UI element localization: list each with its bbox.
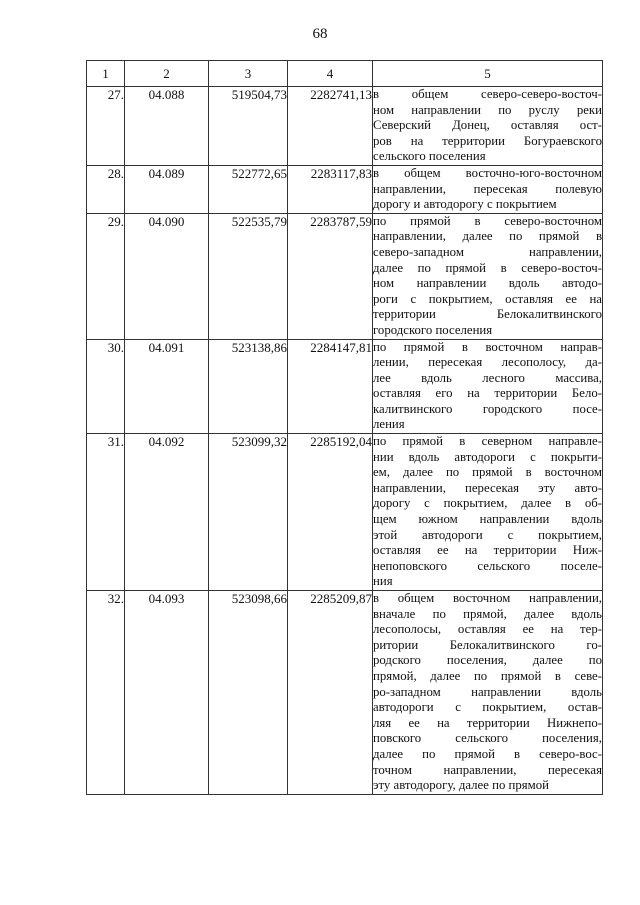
- coordinate-y-cell: 2285192,04: [288, 434, 373, 591]
- description-line: лее вдоль лесного массива,: [373, 370, 602, 385]
- description-line: в общем восточно-юго-восточном: [373, 165, 602, 180]
- description-line: ро-западном направлении вдоль: [373, 684, 602, 699]
- point-code-cell: 04.089: [125, 165, 209, 213]
- description-line: ляя ее на территории Нижнепо-: [373, 715, 602, 730]
- description-line: автодороги с покрытием, остав-: [373, 700, 602, 715]
- point-code-cell: 04.091: [125, 339, 209, 434]
- column-header-3: 3: [209, 61, 288, 87]
- description-line: этой автодороги с покрытием,: [373, 527, 602, 542]
- page-number: 68: [312, 26, 328, 42]
- table-row: [87, 87, 603, 166]
- row-number-cell: 27.: [87, 87, 125, 166]
- point-code-cell: 04.090: [125, 213, 209, 339]
- description-line: ров на территории Богураевского: [373, 133, 602, 148]
- coordinate-x-cell: 523098,66: [209, 591, 288, 795]
- table-row: [87, 213, 603, 339]
- description-line: повского сельского поселения,: [373, 731, 602, 746]
- row-number-cell: 31.: [87, 434, 125, 591]
- description-cell: [373, 165, 603, 213]
- description-cell: [373, 434, 603, 591]
- table-row: [87, 339, 603, 434]
- coordinate-x-cell: 522772,65: [209, 165, 288, 213]
- coordinate-y-cell: 2283117,83: [288, 165, 373, 213]
- column-header-1: 1: [87, 61, 125, 87]
- table-row: [87, 165, 603, 213]
- description-cell: [373, 213, 603, 339]
- column-header-2: 2: [125, 61, 209, 87]
- description-line: ритории Белокалитвинского го-: [373, 637, 602, 652]
- row-number-cell: 28.: [87, 165, 125, 213]
- description-line: ном направлении по руслу реки: [373, 102, 602, 117]
- description-line: в общем восточном направлении,: [373, 591, 602, 605]
- description-line: по прямой в северном направле-: [373, 434, 602, 449]
- description-line: территории Белокалитвинского: [373, 307, 602, 322]
- description-line: направлении, пересекая полевую: [373, 181, 602, 196]
- coordinate-y-cell: 2282741,13: [288, 87, 373, 166]
- description-line: городского поселения: [373, 322, 493, 337]
- row-number-cell: 30.: [87, 339, 125, 434]
- table-row: [87, 591, 603, 795]
- boundary-table: [86, 60, 603, 795]
- description-line: направлении, пересекая эту авто-: [373, 480, 602, 495]
- description-line: оставляя ее на территории Ниж-: [373, 543, 602, 558]
- description-line: родского поселения, далее по: [373, 653, 602, 668]
- description-line: Северский Донец, оставляя ост-: [373, 118, 602, 133]
- table-row: [87, 434, 603, 591]
- description-line: нии вдоль автодороги с покрыти-: [373, 449, 602, 464]
- description-line: ния: [373, 574, 393, 589]
- coordinate-x-cell: 523099,32: [209, 434, 288, 591]
- description-line: по прямой в северо-восточном: [373, 213, 602, 228]
- coordinate-x-cell: 519504,73: [209, 87, 288, 166]
- description-line: далее по прямой в северо-вос-: [373, 746, 602, 761]
- description-line: непоповского сельского поселе-: [373, 558, 602, 573]
- column-header-4: 4: [288, 61, 373, 87]
- description-line: сельского поселения: [373, 149, 486, 164]
- description-cell: [373, 339, 603, 434]
- description-line: прямой, далее по прямой в севе-: [373, 668, 602, 683]
- description-line: по прямой в восточном направ-: [373, 339, 602, 354]
- description-line: ления: [373, 417, 405, 432]
- column-header-5: 5: [373, 61, 603, 87]
- description-cell: [373, 591, 603, 795]
- table-body: [87, 87, 603, 795]
- coordinate-y-cell: 2285209,87: [288, 591, 373, 795]
- description-line: оставляя его на территории Бело-: [373, 386, 602, 401]
- point-code-cell: 04.093: [125, 591, 209, 795]
- description-line: дорогу и автодорогу с покрытием: [373, 197, 557, 212]
- coordinate-x-cell: 523138,86: [209, 339, 288, 434]
- description-line: в общем северо-северо-восточ-: [373, 87, 602, 101]
- description-line: дорогу с покрытием, далее в об-: [373, 496, 602, 511]
- description-line: ном направлении вдоль автодо-: [373, 276, 602, 291]
- coordinate-y-cell: 2283787,59: [288, 213, 373, 339]
- coordinate-y-cell: 2284147,81: [288, 339, 373, 434]
- description-line: эту автодорогу, далее по прямой: [373, 778, 550, 793]
- description-line: ем, далее по прямой в восточном: [373, 465, 602, 480]
- description-line: лении, пересекая лесополосу, да-: [373, 355, 602, 370]
- description-line: точном направлении, пересекая: [373, 762, 602, 777]
- description-line: вначале по прямой, далее вдоль: [373, 606, 602, 621]
- point-code-cell: 04.092: [125, 434, 209, 591]
- description-line: щем южном направлении вдоль: [373, 512, 602, 527]
- description-line: роги с покрытием, оставляя ее на: [373, 291, 602, 306]
- row-number-cell: 32.: [87, 591, 125, 795]
- description-cell: [373, 87, 603, 166]
- point-code-cell: 04.088: [125, 87, 209, 166]
- header-row: [87, 61, 603, 87]
- coordinate-x-cell: 522535,79: [209, 213, 288, 339]
- description-line: калитвинского городского посе-: [373, 401, 602, 416]
- description-line: направлении, далее по прямой в: [373, 229, 602, 244]
- description-line: далее по прямой в северо-восточ-: [373, 260, 602, 275]
- description-line: северо-западном направлении,: [373, 244, 602, 259]
- table-header: [87, 61, 603, 87]
- description-line: лесополосы, оставляя ее на тер-: [373, 622, 602, 637]
- row-number-cell: 29.: [87, 213, 125, 339]
